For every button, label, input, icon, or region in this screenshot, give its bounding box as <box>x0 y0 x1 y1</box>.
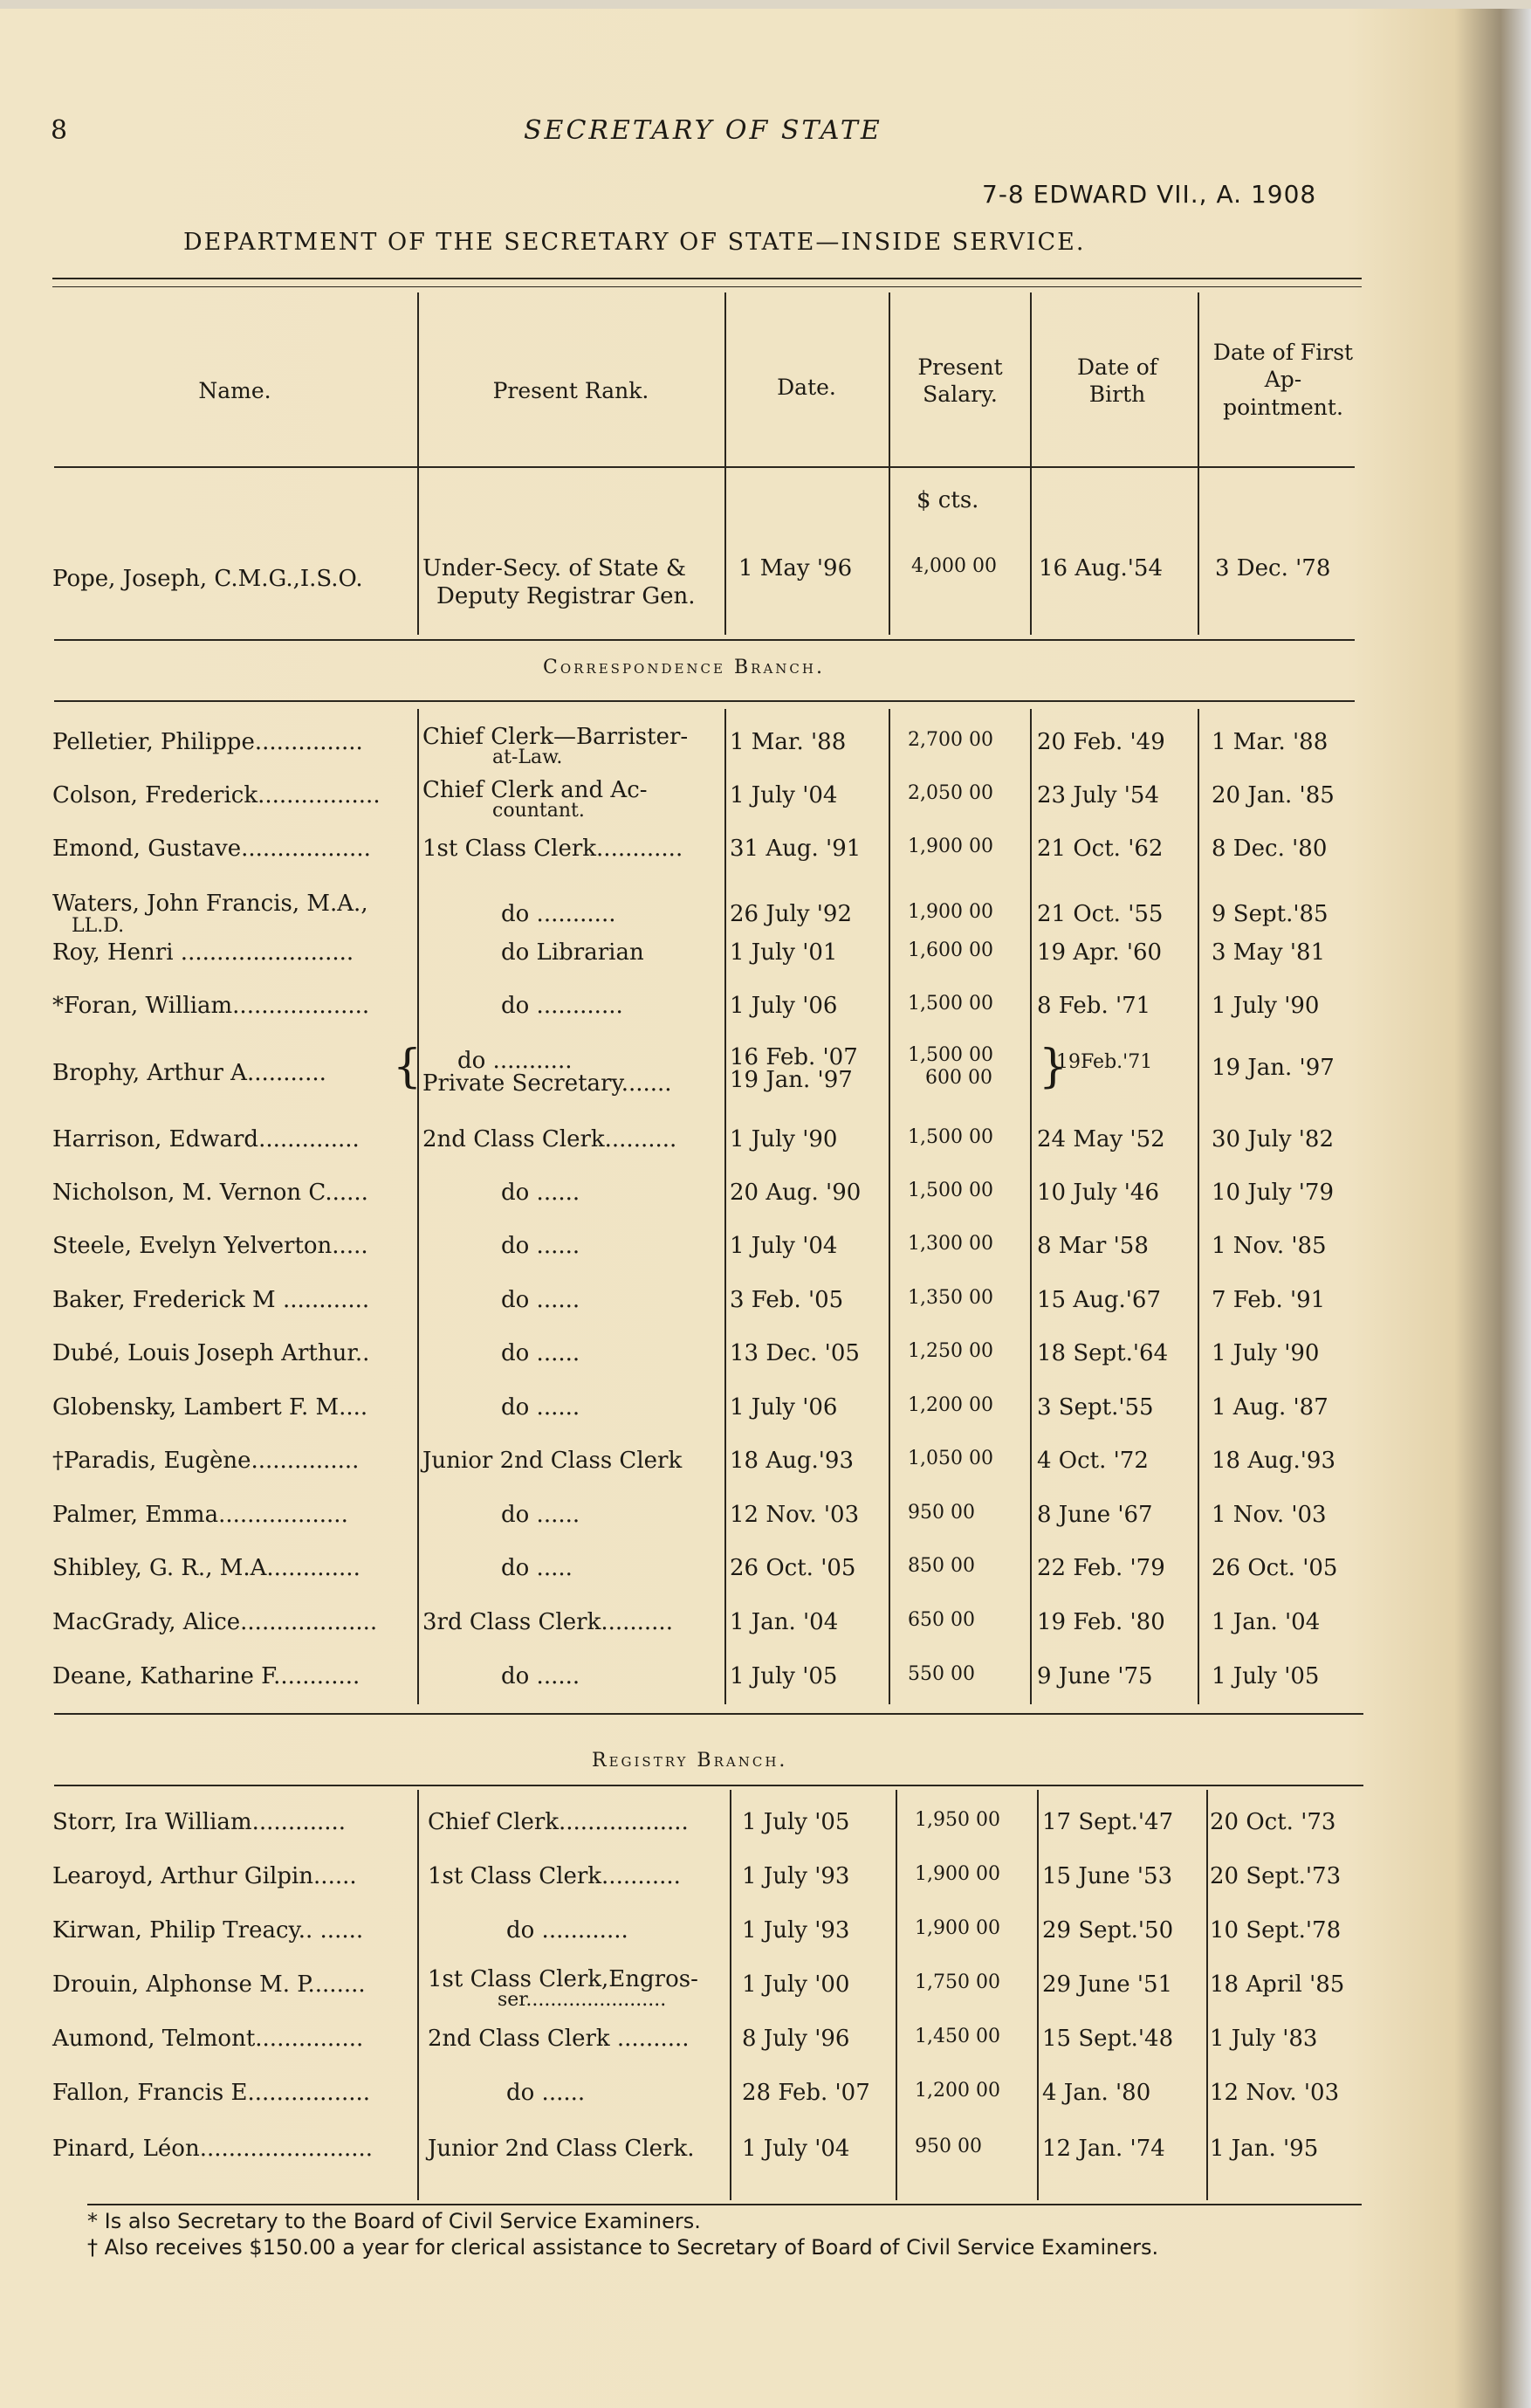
salary-cell: 850 00 <box>908 1555 975 1577</box>
rank-cell: do ...... <box>501 1233 580 1259</box>
name-cell: Pinard, Léon........................ <box>52 2136 374 2162</box>
name-cell: Palmer, Emma.................. <box>52 1502 348 1528</box>
date-cell: 26 Oct. '05 <box>730 1555 856 1581</box>
header-underline <box>54 466 1355 468</box>
date-cell: 1 July '05 <box>742 1809 850 1835</box>
birth-cell: 23 July '54 <box>1037 782 1160 808</box>
name-cell: MacGrady, Alice................... <box>52 1609 378 1635</box>
birth-cell: 15 Aug.'67 <box>1037 1287 1162 1313</box>
first-appointment-cell: 1 Aug. '87 <box>1212 1394 1328 1421</box>
birth-cell: 17 Sept.'47 <box>1042 1809 1174 1835</box>
salary-cell: 1,300 00 <box>908 1233 993 1255</box>
section-heading-registry: Registry Branch. <box>592 1750 788 1772</box>
col-divider <box>1198 292 1199 635</box>
col-divider <box>889 292 890 635</box>
name-cell: Roy, Henri ........................ <box>52 939 354 966</box>
rank-cell: 2nd Class Clerk.......... <box>422 1126 677 1152</box>
birth-cell: 24 May '52 <box>1037 1126 1165 1152</box>
birth-cell: 9 June '75 <box>1037 1663 1153 1689</box>
col-divider <box>724 709 726 1704</box>
rank-cell-line2: at-Law. <box>492 746 563 768</box>
col-divider <box>1206 1790 1208 2200</box>
table-bottom-rule <box>87 2204 1362 2205</box>
salary-cell: 650 00 <box>908 1609 975 1631</box>
name-cell: Baker, Frederick M ............ <box>52 1287 370 1313</box>
rank-cell: do ...... <box>501 1502 580 1528</box>
birth-cell: 19 Apr. '60 <box>1037 939 1163 966</box>
salary-cell: 1,250 00 <box>908 1340 993 1362</box>
name-cell: Pelletier, Philippe............... <box>52 729 363 755</box>
rank-cell: Junior 2nd Class Clerk <box>422 1448 683 1474</box>
rank-cell: do ..... <box>501 1555 573 1581</box>
date-cell: 18 Aug.'93 <box>730 1448 855 1474</box>
salary-cell: 1,500 00 <box>908 1126 993 1148</box>
salary-cell: 950 00 <box>915 2136 982 2157</box>
rank-cell: 1st Class Clerk,Engros- <box>428 1966 698 1992</box>
footnote-dagger: † Also receives $150.00 a year for clerical assistance to Secretary of Board of Civil Service Examiners. <box>87 2235 1159 2260</box>
first-appointment-cell: 12 Nov. '03 <box>1210 2080 1340 2106</box>
section-rule <box>54 639 1355 641</box>
first-appointment-cell: 1 July '90 <box>1212 993 1320 1019</box>
first-appointment-cell: 20 Sept.'73 <box>1210 1863 1342 1889</box>
first-appointment-cell: 18 Aug.'93 <box>1212 1448 1336 1474</box>
scan-edge <box>0 0 1531 9</box>
date-cell: 1 July '93 <box>742 1917 850 1944</box>
birth-cell: 8 June '67 <box>1037 1502 1153 1528</box>
col-divider <box>417 1790 419 2200</box>
date-cell: 1 July '06 <box>730 1394 838 1421</box>
rank-cell: do ...... <box>501 1663 580 1689</box>
birth-cell: 29 Sept.'50 <box>1042 1917 1174 1944</box>
page-number: 8 <box>51 115 68 146</box>
section-rule <box>54 1713 1363 1715</box>
salary-cell: 1,500 00 <box>908 1180 993 1201</box>
date-cell: 1 May '96 <box>738 555 853 581</box>
col-divider <box>1030 709 1032 1704</box>
first-appointment-cell: 20 Oct. '73 <box>1210 1809 1336 1835</box>
birth-cell: 8 Mar '58 <box>1037 1233 1149 1259</box>
date-cell: 3 Feb. '05 <box>730 1287 844 1313</box>
name-cell: Harrison, Edward.............. <box>52 1126 360 1152</box>
date-cell: 1 July '05 <box>730 1663 838 1689</box>
date-cell: 8 July '96 <box>742 2026 850 2052</box>
header-date: Date. <box>777 375 836 400</box>
brace-icon: { <box>393 1041 422 1093</box>
header-birth: Date of Birth <box>1076 354 1158 408</box>
rank-cell: 1st Class Clerk............ <box>422 836 683 862</box>
birth-cell: 15 Sept.'48 <box>1042 2026 1174 2052</box>
birth-cell: 8 Feb. '71 <box>1037 993 1151 1019</box>
rank-cell: do ...... <box>501 1340 580 1366</box>
date-cell: 28 Feb. '07 <box>742 2080 870 2106</box>
first-appointment-cell: 9 Sept.'85 <box>1212 901 1328 927</box>
name-cell: Fallon, Francis E................. <box>52 2080 371 2106</box>
salary-cell: 1,200 00 <box>908 1394 993 1416</box>
col-divider <box>417 709 419 1704</box>
first-appointment-cell: 1 July '83 <box>1210 2026 1318 2052</box>
birth-cell: 16 Aug.'54 <box>1039 555 1164 581</box>
salary-cell: 1,900 00 <box>915 1917 1000 1939</box>
rank-cell-line2: Private Secretary....... <box>422 1070 672 1097</box>
currency-units: $ cts. <box>917 487 979 513</box>
rank-cell: do ...... <box>501 1287 580 1313</box>
date-cell: 1 July '90 <box>730 1126 838 1152</box>
birth-cell: 15 June '53 <box>1042 1863 1173 1889</box>
birth-cell: 18 Sept.'64 <box>1037 1340 1169 1366</box>
birth-cell: 19 Feb. '80 <box>1037 1609 1165 1635</box>
first-appointment-cell: 10 July '79 <box>1212 1180 1335 1206</box>
rank-cell: 2nd Class Clerk .......... <box>428 2026 690 2052</box>
salary-cell: 1,900 00 <box>915 1863 1000 1885</box>
name-cell: Nicholson, M. Vernon C...... <box>52 1180 368 1206</box>
name-cell: Deane, Katharine F............ <box>52 1663 360 1689</box>
header-salary: Present Salary. <box>917 354 1003 408</box>
name-cell: Shibley, G. R., M.A............. <box>52 1555 360 1581</box>
name-cell: Dubé, Louis Joseph Arthur.. <box>52 1340 370 1366</box>
name-cell: Emond, Gustave.................. <box>52 836 371 862</box>
col-divider <box>730 1790 731 2200</box>
birth-cell: 22 Feb. '79 <box>1037 1555 1165 1581</box>
salary-cell: 1,750 00 <box>915 1971 1000 1993</box>
salary-cell: 1,050 00 <box>908 1448 993 1469</box>
rank-cell: Junior 2nd Class Clerk. <box>428 2136 695 2162</box>
first-appointment-cell: 1 Mar. '88 <box>1212 729 1328 755</box>
first-appointment-cell: 1 Jan. '95 <box>1210 2136 1319 2162</box>
salary-cell: 950 00 <box>908 1502 975 1524</box>
footnote-asterisk: * Is also Secretary to the Board of Civil Service Examiners. <box>87 2209 701 2233</box>
name-cell: Drouin, Alphonse M. P........ <box>52 1971 366 1998</box>
name-cell: Waters, John Francis, M.A., <box>52 891 368 917</box>
col-divider <box>1037 1790 1039 2200</box>
name-cell: Colson, Frederick................. <box>52 782 381 808</box>
date-cell: 16 Feb. '07 <box>730 1044 858 1070</box>
name-cell: Learoyd, Arthur Gilpin...... <box>52 1863 357 1889</box>
name-cell: *Foran, William................... <box>52 993 370 1019</box>
birth-cell: 20 Feb. '49 <box>1037 729 1165 755</box>
salary-cell: 1,900 00 <box>908 901 993 923</box>
first-appointment-cell: 30 July '82 <box>1212 1126 1335 1152</box>
page-title: DEPARTMENT OF THE SECRETARY OF STATE—INSIDE SERVICE. <box>183 229 1086 256</box>
col-divider <box>724 292 726 635</box>
rank-cell: do ............ <box>506 1917 628 1944</box>
salary-cell: 1,500 00 <box>908 993 993 1015</box>
salary-cell: 1,350 00 <box>908 1287 993 1309</box>
rank-cell: do ............ <box>501 993 623 1019</box>
salary-cell: 1,200 00 <box>915 2080 1000 2102</box>
rank-cell-line2: Deputy Registrar Gen. <box>436 583 696 609</box>
first-appointment-cell: 1 July '90 <box>1212 1340 1320 1366</box>
first-appointment-cell: 1 Nov. '03 <box>1212 1502 1327 1528</box>
name-cell: Globensky, Lambert F. M.... <box>52 1394 368 1421</box>
running-head: SECRETARY OF STATE <box>524 115 882 146</box>
salary-cell: 1,600 00 <box>908 939 993 961</box>
section-rule <box>54 700 1355 702</box>
rank-cell: do ...... <box>501 1180 580 1206</box>
first-appointment-cell: 1 July '05 <box>1212 1663 1320 1689</box>
first-appointment-cell: 1 Nov. '85 <box>1212 1233 1327 1259</box>
rank-cell: do ...... <box>506 2080 586 2106</box>
col-divider <box>1030 292 1032 635</box>
salary-cell: 1,950 00 <box>915 1809 1000 1831</box>
name-cell: Aumond, Telmont............... <box>52 2026 364 2052</box>
birth-cell: 21 Oct. '55 <box>1037 901 1164 927</box>
birth-cell: 4 Oct. '72 <box>1037 1448 1149 1474</box>
rank-cell: Under-Secy. of State & <box>422 555 686 581</box>
first-appointment-cell: 19 Jan. '97 <box>1212 1055 1335 1081</box>
first-appointment-cell: 20 Jan. '85 <box>1212 782 1335 808</box>
rank-cell: do ........... <box>501 901 616 927</box>
first-appointment-cell: 1 Jan. '04 <box>1212 1609 1321 1635</box>
date-cell: 12 Nov. '03 <box>730 1502 860 1528</box>
session-label: 7-8 EDWARD VII., A. 1908 <box>982 180 1317 209</box>
rank-cell: 1st Class Clerk........... <box>428 1863 681 1889</box>
salary-cell: 4,000 00 <box>911 555 997 577</box>
first-appointment-cell: 7 Feb. '91 <box>1212 1287 1326 1313</box>
rank-cell-line2: countant. <box>492 800 585 822</box>
first-appointment-cell: 10 Sept.'78 <box>1210 1917 1342 1944</box>
rank-cell: Chief Clerk.................. <box>428 1809 689 1835</box>
section-rule <box>54 1785 1363 1786</box>
rank-cell: do ........... <box>457 1048 573 1074</box>
salary-cell-line2: 600 00 <box>925 1067 992 1089</box>
birth-cell: 19Feb.'71 <box>1056 1051 1153 1073</box>
salary-cell: 550 00 <box>908 1663 975 1685</box>
date-cell: 1 Mar. '88 <box>730 729 847 755</box>
rank-cell: Chief Clerk—Barrister- <box>422 724 689 750</box>
table-top-rule-2 <box>52 286 1362 287</box>
date-cell: 1 July '04 <box>730 1233 838 1259</box>
name-cell: Pope, Joseph, C.M.G.,I.S.O. <box>52 566 363 592</box>
date-cell: 1 July '93 <box>742 1863 850 1889</box>
rank-cell: do ...... <box>501 1394 580 1421</box>
name-cell: †Paradis, Eugène............... <box>52 1448 360 1474</box>
birth-cell: 12 Jan. '74 <box>1042 2136 1165 2162</box>
first-appointment-cell: 18 April '85 <box>1210 1971 1345 1998</box>
date-cell: 1 July '04 <box>742 2136 850 2162</box>
rank-cell: do Librarian <box>501 939 644 966</box>
first-appointment-cell: 26 Oct. '05 <box>1212 1555 1338 1581</box>
rank-cell: Chief Clerk and Ac- <box>422 777 648 803</box>
date-cell: 20 Aug. '90 <box>730 1180 862 1206</box>
date-cell: 13 Dec. '05 <box>730 1340 860 1366</box>
col-divider <box>889 709 890 1704</box>
first-appointment-cell: 8 Dec. '80 <box>1212 836 1328 862</box>
birth-cell: 29 June '51 <box>1042 1971 1173 1998</box>
header-name: Name. <box>198 378 271 403</box>
col-divider <box>896 1790 897 2200</box>
birth-cell: 10 July '46 <box>1037 1180 1160 1206</box>
salary-cell: 1,450 00 <box>915 2026 1000 2047</box>
date-cell: 1 July '00 <box>742 1971 850 1998</box>
brace-icon: } <box>1039 1041 1068 1093</box>
date-cell: 1 July '04 <box>730 782 838 808</box>
first-appointment-cell: 3 Dec. '78 <box>1215 555 1331 581</box>
date-cell: 1 July '06 <box>730 993 838 1019</box>
rank-cell: 3rd Class Clerk.......... <box>422 1609 673 1635</box>
table-top-rule <box>52 278 1362 279</box>
salary-cell: 1,900 00 <box>908 836 993 857</box>
section-heading-correspondence: Correspondence Branch. <box>543 657 825 678</box>
name-cell: Steele, Evelyn Yelverton..... <box>52 1233 368 1259</box>
header-first-appointment: Date of First Ap- pointment. <box>1212 340 1354 420</box>
name-cell: Brophy, Arthur A........... <box>52 1060 326 1086</box>
birth-cell: 4 Jan. '80 <box>1042 2080 1151 2106</box>
date-cell: 26 July '92 <box>730 901 853 927</box>
date-cell: 1 July '01 <box>730 939 838 966</box>
date-cell: 31 Aug. '91 <box>730 836 862 862</box>
name-cell: Kirwan, Philip Treacy.. ...... <box>52 1917 364 1944</box>
name-cell: Storr, Ira William............. <box>52 1809 347 1835</box>
salary-cell: 2,050 00 <box>908 782 993 804</box>
rank-cell-line2: ser....................... <box>498 1989 667 2011</box>
col-divider <box>1198 709 1199 1704</box>
salary-cell: 1,500 00 <box>908 1044 993 1066</box>
first-appointment-cell: 3 May '81 <box>1212 939 1326 966</box>
salary-cell: 2,700 00 <box>908 729 993 751</box>
birth-cell: 3 Sept.'55 <box>1037 1394 1154 1421</box>
header-rank: Present Rank. <box>492 378 649 403</box>
name-cell-line2: LL.D. <box>72 915 125 937</box>
date-cell-line2: 19 Jan. '97 <box>730 1067 853 1093</box>
date-cell: 1 Jan. '04 <box>730 1609 839 1635</box>
birth-cell: 21 Oct. '62 <box>1037 836 1164 862</box>
col-divider <box>417 292 419 635</box>
